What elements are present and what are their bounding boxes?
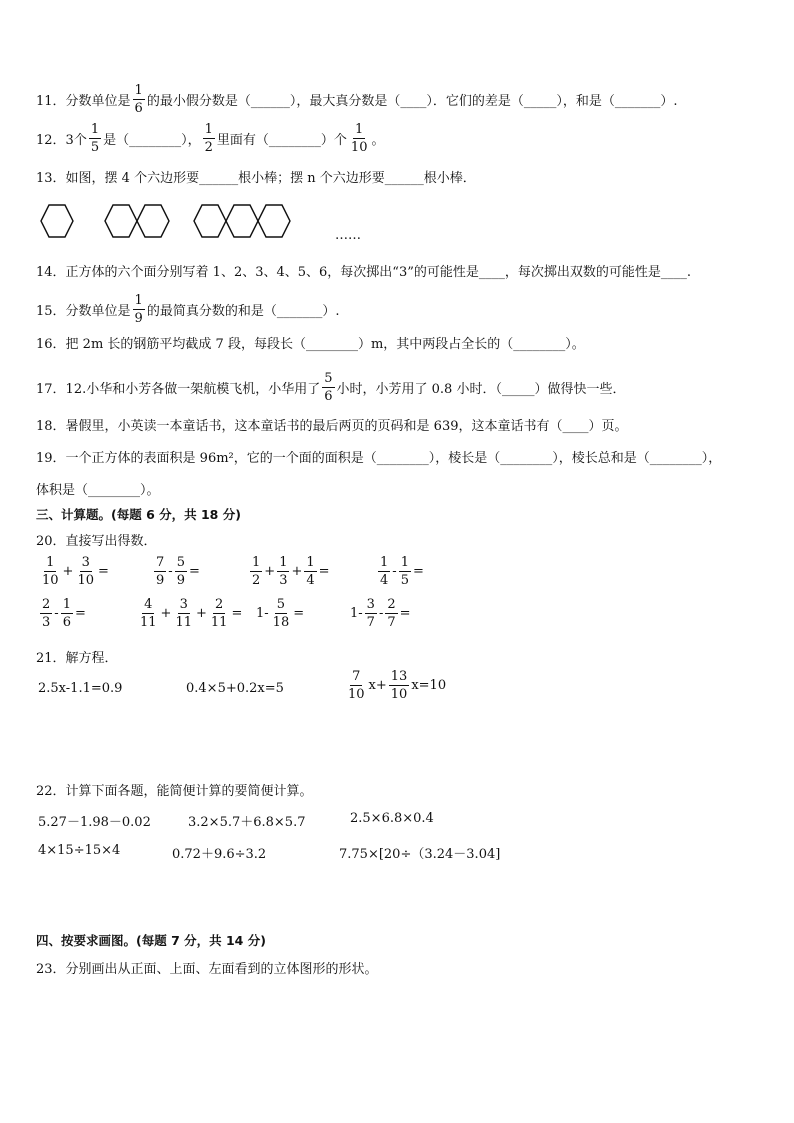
hexagon-figure (36, 200, 376, 246)
calc-r2-1: 4×15÷15×4 (38, 843, 121, 858)
section-3-title: 三、计算题。(每题 6 分，共 18 分) (36, 507, 241, 522)
calc-r2-2: 0.72＋9.6÷3.2 (172, 847, 267, 862)
expr-r1c3: $\frac{1}{2}$ + $\frac{1}{3}$ + $\frac{1}{4}$ = (252, 555, 330, 588)
question-11: 11．分数单位是 $\frac{1}{6}$ 的最小假分数是（______），最大真分数是（____）．它们的差是（_____），和是（_______）. (36, 83, 678, 116)
question-19-line-2: 体积是（________）。 (36, 483, 160, 498)
expr-r2c4: 1- $\frac{3}{7}$ - $\frac{2}{7}$ = (350, 597, 411, 630)
calc-r1-3: 2.5×6.8×0.4 (350, 811, 434, 826)
equation-3: $\frac{7}{10}$ x+ $\frac{13}{10}$ x=10 (348, 669, 447, 702)
expr-r1c1: $\frac{1}{10}$ + $\frac{3}{10}$ = (42, 555, 109, 588)
equation-1: 2.5x-1.1=0.9 (38, 681, 123, 696)
question-22-title: 22．计算下面各题，能简便计算的要简便计算。 (36, 784, 313, 799)
calc-r1-2: 3.2×5.7＋6.8×5.7 (188, 815, 306, 830)
fraction: $\frac{1}{5}$ (90, 122, 100, 155)
question-23: 23．分别画出从正面、上面、左面看到的立体图形的形状。 (36, 962, 378, 977)
hexagon-shape (258, 205, 290, 237)
calc-r1-1: 5.27－1.98－0.02 (38, 815, 151, 830)
hexagon-shape (105, 205, 137, 237)
fraction: $\frac{1}{2}$ (204, 122, 213, 155)
question-12: 12．3个 $\frac{1}{5}$ 是（________）， $\frac{1}{2}$ 里面有（________）个 $\frac{1}{10}$ 。 (36, 122, 385, 155)
hexagon-shape (41, 205, 73, 237)
expr-r2c3: 1- $\frac{5}{18}$ = (256, 597, 305, 630)
question-17: 17．12.小华和小芳各做一架航模飞机，小华用了 $\frac{5}{6}$ 小时，小芳用了 0.8 小时．（_____）做得快一些． (36, 371, 626, 404)
question-14: 14．正方体的六个面分别写着 1、2、3、4、5、6，每次掷出“3”的可能性是____，每次掷出双数的可能性是____. (36, 265, 691, 280)
fraction: $\frac{1}{6}$ (134, 83, 143, 116)
expr-r1c2: $\frac{7}{9}$ - $\frac{5}{9}$ = (156, 555, 200, 588)
question-13: 13．如图，摆 4 个六边形要______根小棒；摆 n 个六边形要______根小棒． (36, 171, 476, 186)
fraction: $\frac{1}{10}$ (350, 122, 368, 155)
question-21-title: 21．解方程． (36, 651, 118, 666)
equation-2: 0.4×5+0.2x=5 (186, 681, 284, 696)
expr-r2c2: $\frac{4}{11}$ + $\frac{3}{11}$ + $\frac{2}{11}$ = (140, 597, 243, 630)
fraction: $\frac{5}{6}$ (324, 371, 333, 404)
fraction: $\frac{1}{9}$ (134, 293, 143, 326)
hexagon-shape (194, 205, 226, 237)
question-19-line-1: 19．一个正方体的表面积是 96m²，它的一个面的面积是（________），棱长是（________），棱长总和是（________）， (36, 451, 722, 466)
hexagon-shape (226, 205, 258, 237)
section-4-title: 四、按要求画图。(每题 7 分，共 14 分) (36, 933, 266, 948)
question-18: 18．暑假里，小英读一本童话书，这本童话书的最后两页的页码和是 639，这本童话书有（____）页。 (36, 419, 628, 434)
expr-r1c4: $\frac{1}{4}$ - $\frac{1}{5}$ = (380, 555, 424, 588)
expr-r2c1: $\frac{2}{3}$ - $\frac{1}{6}$ = (42, 597, 86, 630)
calc-r2-3: 7.75×[20÷（3.24－3.04] (339, 847, 501, 862)
hexagon-shape (137, 205, 169, 237)
question-16: 16．把 2m 长的钢筋平均截成 7 段，每段长（________）m，其中两段占全长的（________）。 (36, 337, 585, 352)
question-15: 15．分数单位是 $\frac{1}{9}$ 的最简真分数的和是（_______）. (36, 293, 340, 326)
question-20-title: 20．直接写出得数． (36, 534, 157, 549)
ellipsis: …… (335, 228, 361, 243)
